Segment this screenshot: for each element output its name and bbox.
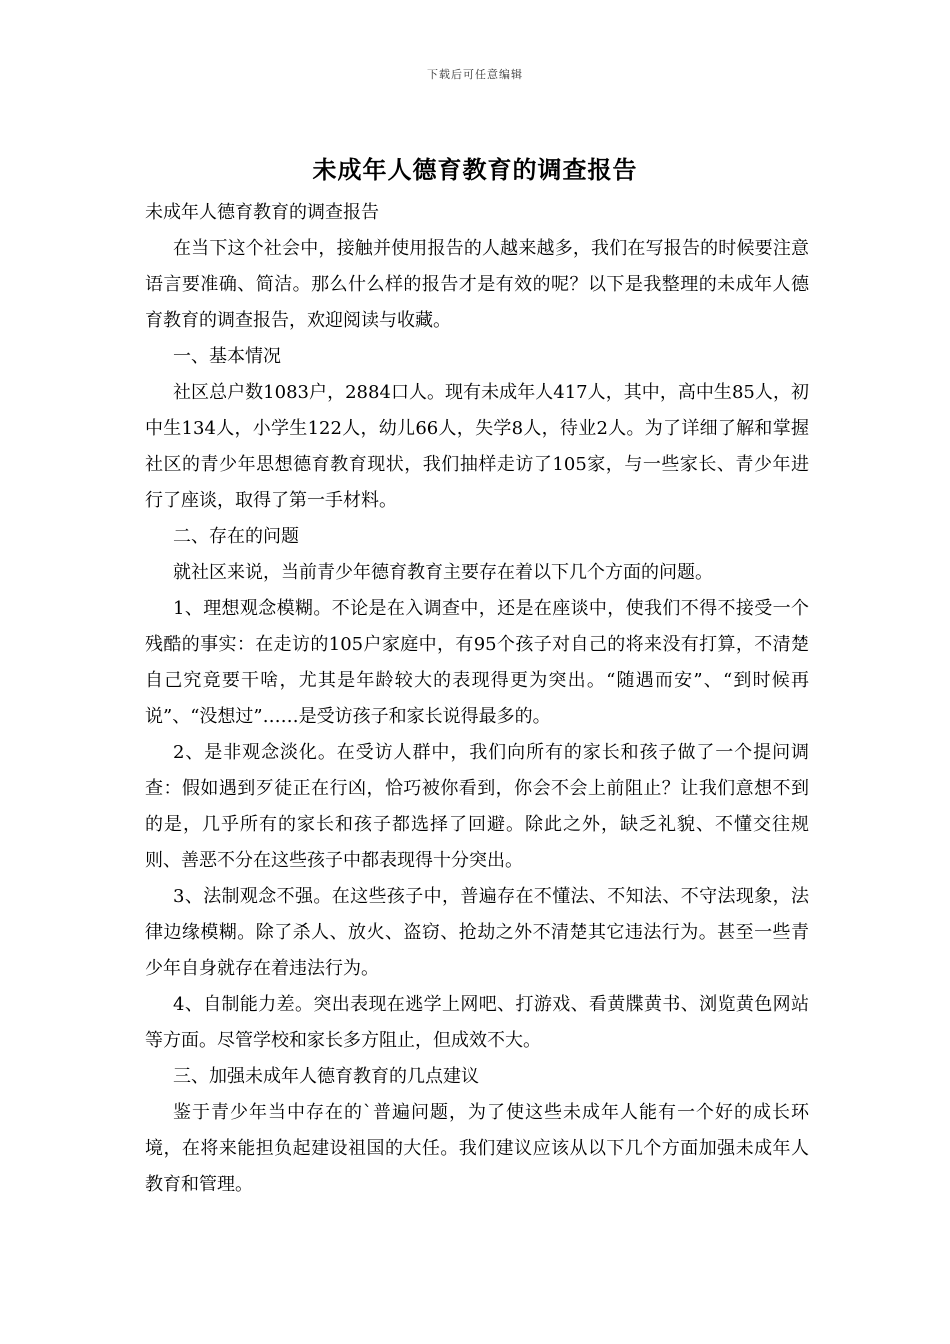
paragraph-problem-1: 1、理想观念模糊。不论是在入调查中，还是在座谈中，使我们不得不接受一个残酷的事实：在走访的105户家庭中，有95个孩子对自己的将来没有打算，不清楚自己究竟要干啥，尤其是年龄较大的表现得更为突出。“随遇而安”、“到时候再说”、“没想过”……是受访孩子和家长说得最多的。 xyxy=(145,598,809,727)
section-heading-1: 一、基本情况 xyxy=(173,346,281,367)
paragraph-problem-3: 3、法制观念不强。在这些孩子中，普遍存在不懂法、不知法、不守法现象，法律边缘模糊。除了杀人、放火、盗窃、抢劫之外不清楚其它违法行为。甚至一些青少年自身就存在着违法行为。 xyxy=(145,886,809,979)
header-note: 下载后可任意编辑 xyxy=(427,68,523,81)
paragraph-intro: 在当下这个社会中，接触并使用报告的人越来越多，我们在写报告的时候要注意语言要准确、简洁。那么什么样的报告才是有效的呢？以下是我整理的未成年人德育教育的调查报告，欢迎阅读与收藏。 xyxy=(145,238,809,331)
document-title: 未成年人德育教育的调查报告 xyxy=(312,155,638,184)
paragraph-problem-4: 4、自制能力差。突出表现在逃学上网吧、打游戏、看黄牒黄书、浏览黄色网站等方面。尽管学校和家长多方阻止，但成效不大。 xyxy=(145,994,809,1051)
paragraph-basic-info: 社区总户数1083户，2884口人。现有未成年人417人，其中，高中生85人，初中生134人，小学生122人，幼儿66人，失学8人，待业2人。为了详细了解和掌握社区的青少年思想德育教育现状，我们抽样走访了105家，与一些家长、青少年进行了座谈，取得了第一手材料。 xyxy=(145,382,809,511)
section-heading-2: 二、存在的问题 xyxy=(173,526,299,547)
subtitle-line: 未成年人德育教育的调查报告 xyxy=(145,202,379,223)
paragraph-problem-2: 2、是非观念淡化。在受访人群中，我们向所有的家长和孩子做了一个提问调查：假如遇到歹徒正在行凶，恰巧被你看到，你会不会上前阻止？让我们意想不到的是，几乎所有的家长和孩子都选择了回避。除此之外，缺乏礼貌、不懂交往规则、善恶不分在这些孩子中都表现得十分突出。 xyxy=(145,742,809,871)
paragraph-suggestions: 鉴于青少年当中存在的`普遍问题，为了使这些未成年人能有一个好的成长环境，在将来能担负起建设祖国的大任。我们建议应该从以下几个方面加强未成年人教育和管理。 xyxy=(145,1102,809,1195)
document-body xyxy=(145,195,809,1203)
paragraph-problems-intro: 就社区来说，当前青少年德育教育主要存在着以下几个方面的问题。 xyxy=(173,562,713,583)
section-heading-3: 三、加强未成年人德育教育的几点建议 xyxy=(173,1066,479,1087)
